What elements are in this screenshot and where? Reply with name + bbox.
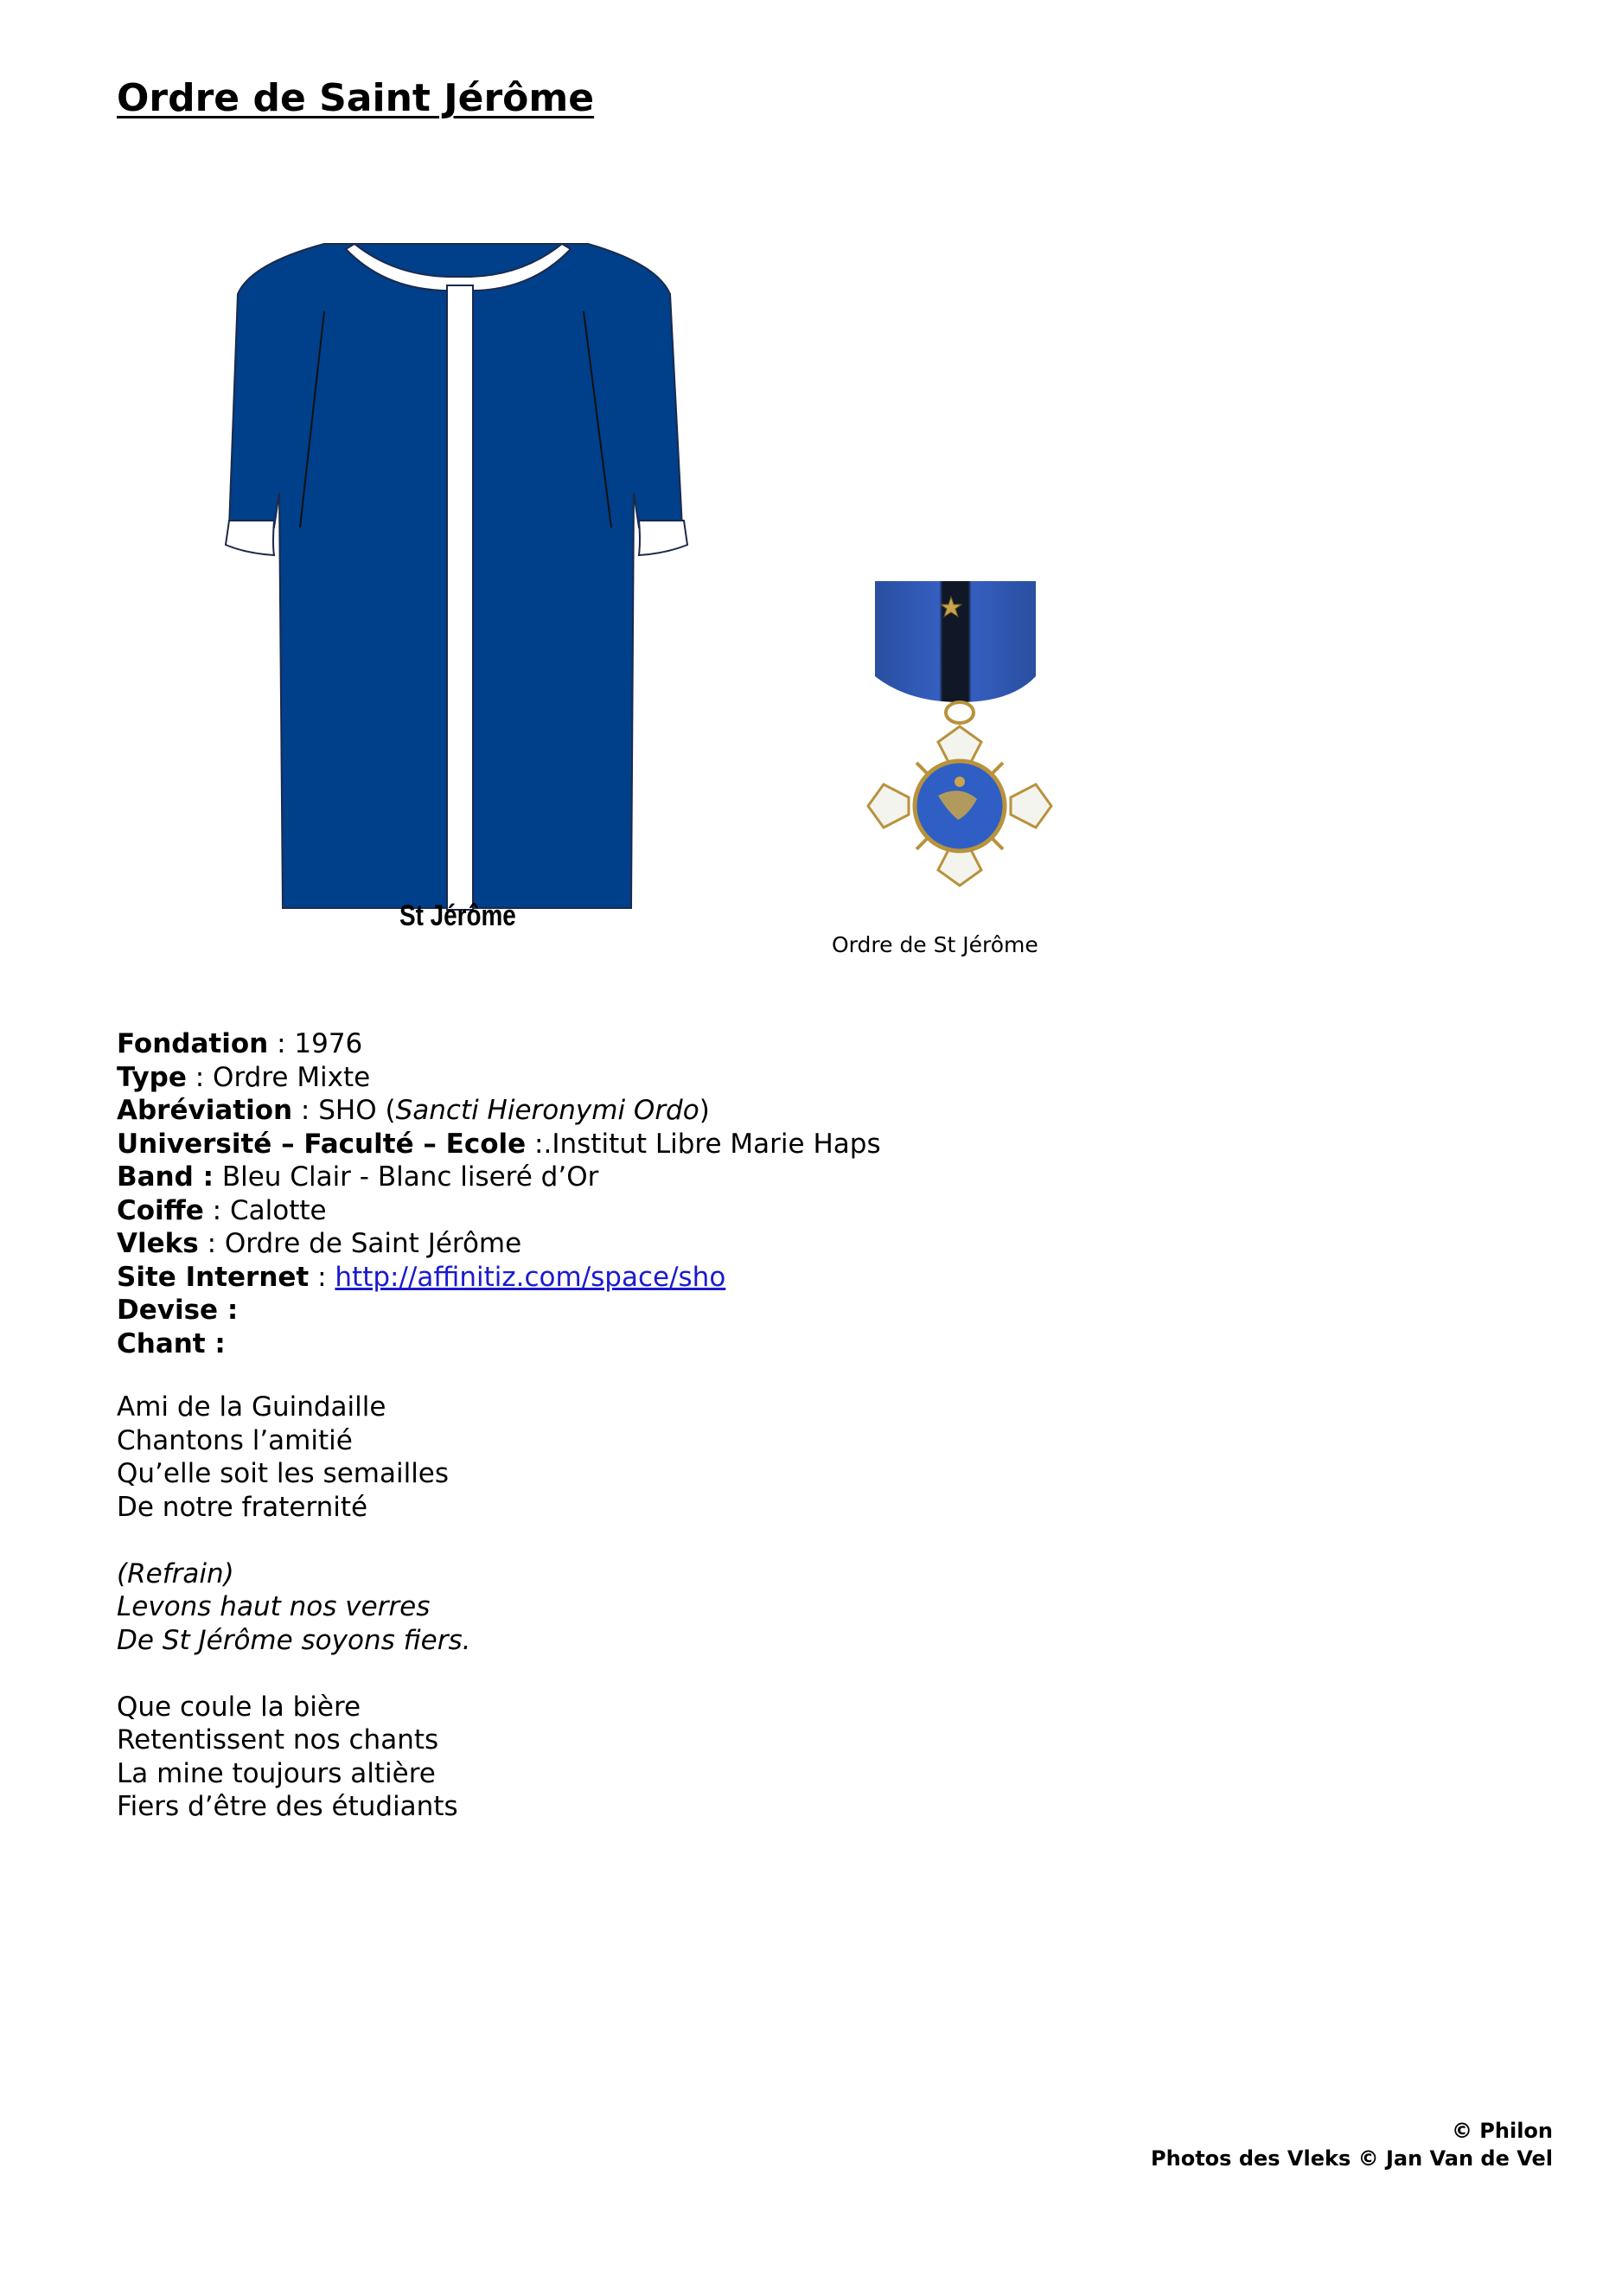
field-chant: [117, 1327, 881, 1361]
field-value: Ordre de Saint Jérôme: [224, 1228, 522, 1259]
field-label: Chant :: [117, 1327, 226, 1359]
field-label: Coiffe: [117, 1194, 204, 1226]
info-fields: [117, 1027, 881, 1360]
field-site: [117, 1261, 881, 1295]
field-label: Abréviation: [117, 1095, 293, 1126]
lyric-line: Levons haut nos verres: [117, 1591, 431, 1622]
credit-author: © Philon: [1451, 2119, 1553, 2143]
field-separator: :: [198, 1228, 225, 1259]
field-separator: :: [309, 1261, 335, 1293]
medal-ribbon: [875, 581, 1036, 702]
field-value-end: ): [699, 1095, 710, 1126]
lyric-line: Qu’elle soit les semailles: [117, 1458, 450, 1489]
robe-illustration: [220, 233, 692, 925]
robe-cuff-left: [226, 521, 274, 555]
field-label: Fondation: [117, 1028, 269, 1059]
field-fondation: [117, 1027, 881, 1061]
lyric-line: Retentissent nos chants: [117, 1724, 439, 1756]
field-band: [117, 1161, 881, 1194]
field-label: Vleks: [117, 1228, 199, 1259]
field-label: Université – Faculté – Ecole: [117, 1128, 527, 1160]
field-type: [117, 1061, 881, 1095]
field-value: .Institut Libre Marie Haps: [543, 1128, 881, 1160]
lyric-line: De notre fraternité: [117, 1491, 368, 1523]
field-devise: [117, 1294, 881, 1327]
field-universite: [117, 1128, 881, 1161]
lyric-line: Ami de la Guindaille: [117, 1391, 386, 1423]
field-value: Bleu Clair - Blanc liseré d’Or: [214, 1161, 599, 1193]
field-label: Band :: [117, 1161, 214, 1193]
lyric-line: Chantons l’amitié: [117, 1424, 353, 1456]
lyric-line: (Refrain): [117, 1557, 234, 1589]
field-label: Site Internet: [117, 1261, 310, 1293]
credits: [1151, 2117, 1553, 2172]
verse-2: [117, 1691, 470, 1824]
field-label: Devise :: [117, 1295, 239, 1326]
refrain: [117, 1557, 470, 1658]
lyric-line: Que coule la bière: [117, 1691, 361, 1723]
field-separator: :: [203, 1194, 230, 1226]
robe-cuff-right: [639, 521, 687, 555]
field-value: SHO (: [318, 1095, 396, 1126]
medal-caption: Ordre de St Jérôme: [832, 932, 1038, 957]
field-value: Ordre Mixte: [213, 1061, 371, 1093]
lyric-line: La mine toujours altière: [117, 1757, 436, 1789]
credit-photos: Photos des Vleks © Jan Van de Vel: [1151, 2146, 1553, 2171]
field-abreviation: [117, 1094, 881, 1128]
field-label: Type: [117, 1061, 187, 1093]
field-value-italic: Sancti Hieronymi Ordo: [395, 1095, 699, 1126]
field-separator: :: [268, 1028, 295, 1059]
field-vleks: [117, 1227, 881, 1261]
field-separator: :: [186, 1061, 214, 1093]
field-value: 1976: [294, 1028, 363, 1059]
song-lyrics: [117, 1391, 470, 1857]
lyric-line: De St Jérôme soyons fiers.: [117, 1624, 471, 1656]
lyric-line: Fiers d’être des étudiants: [117, 1791, 458, 1822]
robe-caption: St Jérôme: [399, 899, 516, 932]
field-coiffe: [117, 1194, 881, 1228]
field-separator: :: [526, 1128, 544, 1160]
field-separator: :: [292, 1095, 319, 1126]
field-value: Calotte: [229, 1194, 327, 1226]
robe-front-stripe: [447, 285, 473, 910]
site-link[interactable]: http://affinitiz.com/space/sho: [335, 1261, 726, 1293]
verse-1: [117, 1391, 470, 1524]
page-title: Ordre de Saint Jérôme: [117, 76, 595, 120]
medal-illustration: [856, 572, 1063, 918]
